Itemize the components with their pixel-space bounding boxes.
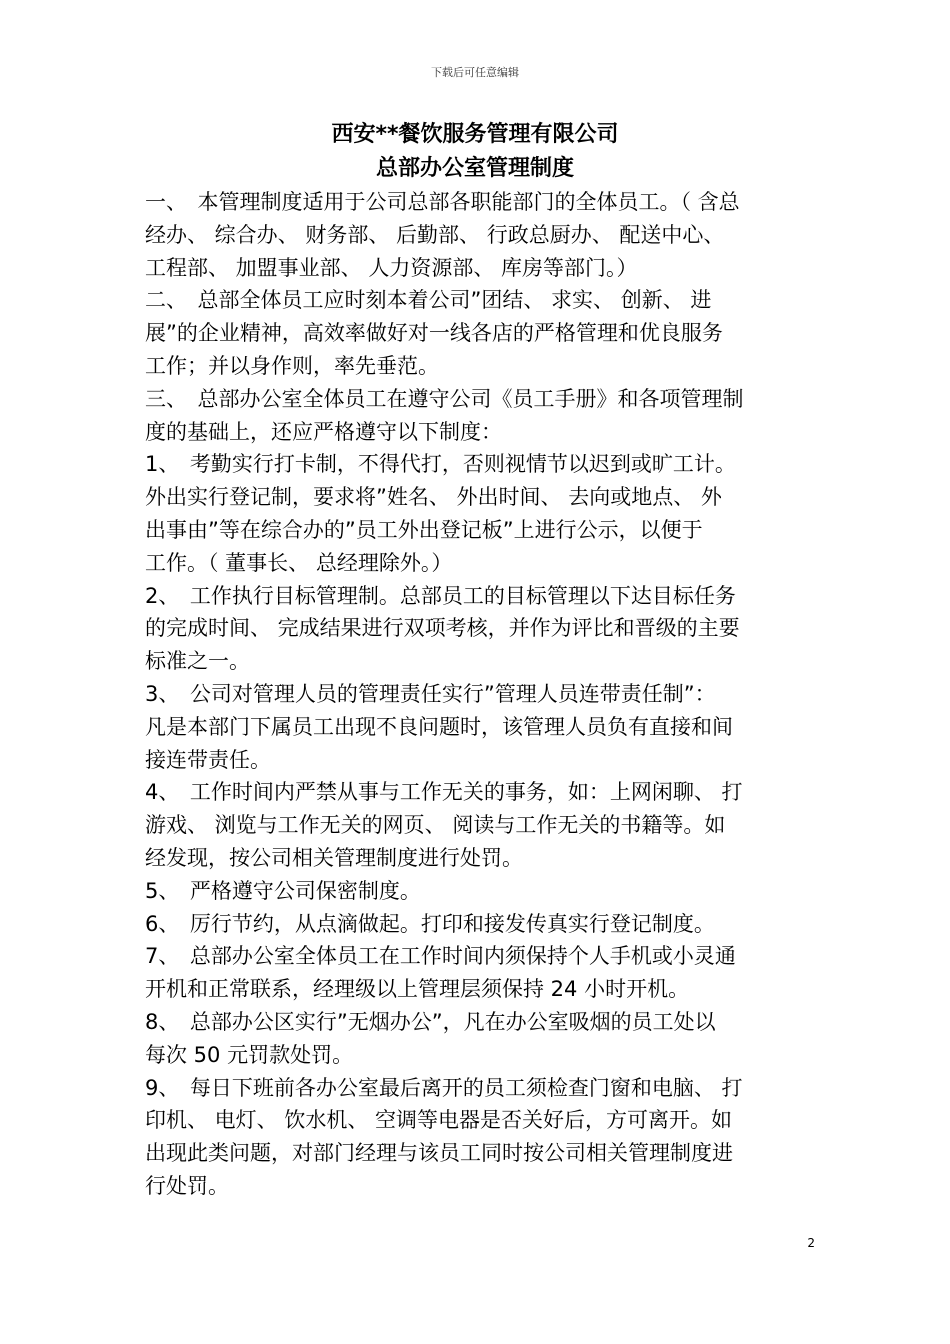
text-line: 外出实行登记制，要求将”姓名、 外出时间、 去向或地点、 外 [145,485,722,510]
text-line: 接连带责任。 [145,747,271,772]
text-line: 经发现，按公司相关管理制度进行处罚。 [145,845,523,870]
text-line: 印机、 电灯、 饮水机、 空调等电器是否关好后，方可离开。如 [145,1108,733,1133]
page-number: 2 [807,1236,815,1250]
text-line: 工作。（ 董事长、 总经理除外。） [145,550,453,575]
text-line: 工程部、 加盟事业部、 人力资源部、 库房等部门。） [145,255,638,280]
text-line: 出事由”等在综合办的”员工外出登记板”上进行公示，以便于 [145,517,703,542]
text-line: 度的基础上，还应严格遵守以下制度： [145,419,502,444]
text-line: 经办、 综合办、 财务部、 后勤部、 行政总厨办、 配送中心、 [145,222,725,247]
text-line: 二、 总部全体员工应时刻本着公司”团结、 求实、 创新、 进 [145,288,712,313]
text-line: 2、 工作执行目标管理制。总部员工的目标管理以下达目标任务 [145,583,736,608]
text-line: 9、 每日下班前各办公室最后离开的员工须检查门窗和电脑、 打 [145,1075,743,1100]
text-line: 开机和正常联系，经理级以上管理层须保持 24 小时开机。 [145,977,690,1002]
text-line: 8、 总部办公区实行”无烟办公”，凡在办公室吸烟的员工处以 [145,1009,716,1034]
text-line: 1、 考勤实行打卡制，不得代打，否则视情节以迟到或旷工计。 [145,452,736,477]
text-line: 出现此类问题，对部门经理与该员工同时按公司相关管理制度进 [145,1141,733,1166]
text-line: 的完成时间、 完成结果进行双项考核，并作为评比和晋级的主要 [145,616,740,641]
text-line: 凡是本部门下属员工出现不良问题时，该管理人员负有直接和间 [145,714,733,739]
document-title [0,118,950,186]
text-line: 工作；并以身作则，率先垂范。 [145,353,439,378]
text-line: 每次 50 元罚款处罚。 [145,1042,354,1067]
text-line: 展”的企业精神，高效率做好对一线各店的严格管理和优良服务 [145,321,723,346]
company-name: 西安**餐饮服务管理有限公司 [331,122,619,147]
header-note: 下载后可任意编辑 [431,66,519,79]
regulation-title: 总部办公室管理制度 [375,156,574,181]
text-line: 游戏、 浏览与工作无关的网页、 阅读与工作无关的书籍等。如 [145,813,726,838]
text-line: 标准之一。 [145,649,250,674]
text-line: 三、 总部办公室全体员工在遵守公司《员工手册》和各项管理制 [145,386,744,411]
text-line: 一、 本管理制度适用于公司总部各职能部门的全体员工。（ 含总 [145,190,740,214]
text-line: 6、 厉行节约，从点滴做起。打印和接发传真实行登记制度。 [145,911,715,936]
text-line: 5、 严格遵守公司保密制度。 [145,878,421,903]
text-line: 7、 总部办公室全体员工在工作时间内须保持个人手机或小灵通 [145,944,736,969]
document-body [145,186,810,1203]
text-line: 行处罚。 [145,1173,229,1198]
text-line: 4、 工作时间内严禁从事与工作无关的事务，如：上网闲聊、 打 [145,780,743,805]
text-line: 3、 公司对管理人员的管理责任实行”管理人员连带责任制”： [145,681,716,706]
